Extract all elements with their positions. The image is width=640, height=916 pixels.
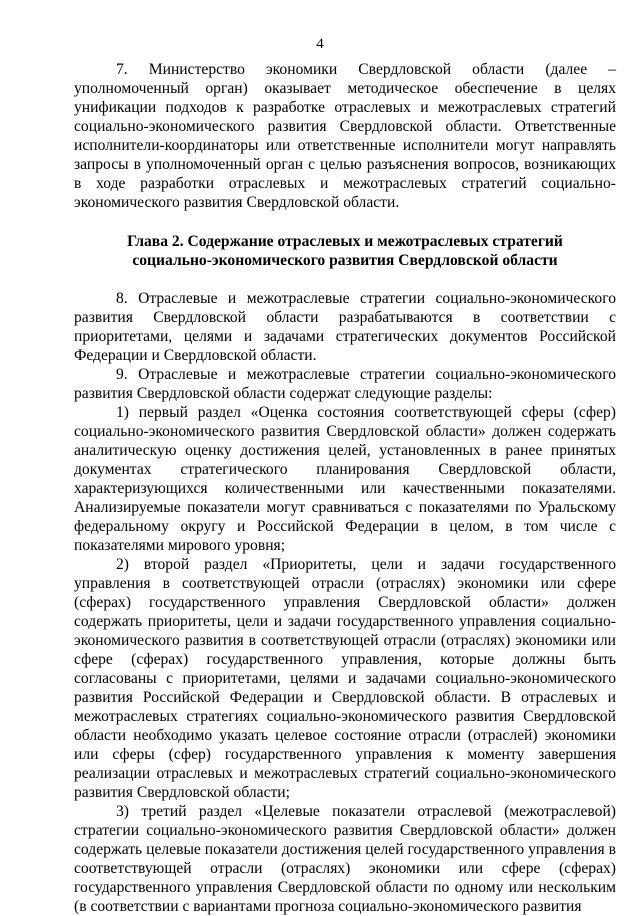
chapter-heading-line-2: социально-экономического развития Свердловской области — [132, 252, 558, 269]
chapter-heading — [74, 232, 616, 270]
paragraph-9: 9. Отраслевые и межотраслевые стратегии социально-экономического развития Свердловской области содержат следующие разделы: — [74, 366, 616, 402]
list-item-1: 1) первый раздел «Оценка состояния соответствующей сферы (сфер) социально-экономического развития Свердловской области» должен содержать аналитическую оценку достижения целей, установленных в ранее принятых документах стратегического планирования Свердловской области, характеризующихся количественными или качественными показателями. Анализируемые показатели могут сравниваться с показателями по Уральскому федеральному округу и Российской Федерации в целом, в том числе с показателями мирового уровня; — [74, 404, 616, 554]
list-item-2: 2) второй раздел «Приоритеты, цели и задачи государственного управления в соответствующей отрасли (отраслях) экономики или сфере (сферах) государственного управления Свердловской области» должен содержать приоритеты, цели и задачи государственного управления социально-экономического развития в соответствующей отрасли (отраслях) экономики или сфере (сферах) государственного управления, которые должны быть согласованы с приоритетами, целями и задачами социально-экономического развития Российской Федерации и Свердловской области. В отраслевых и межотраслевых стратегиях социально-экономического развития Свердловской области необходимо указать целевое состояние отрасли (отраслей) экономики или сферы (сфер) государственного управления к моменту завершения реализации отраслевых и межотраслевых стратегий социально-экономического развития Свердловской области; — [74, 556, 616, 801]
chapter-heading-line-1: Глава 2. Содержание отраслевых и межотраслевых стратегий — [127, 233, 563, 250]
paragraph-8: 8. Отраслевые и межотраслевые стратегии социально-экономического развития Свердловской области разрабатываются в соответствии с приоритетами, целями и задачами стратегических документов Российской Федерации и Свердловской области. — [74, 290, 616, 364]
list-item-3: 3) третий раздел «Целевые показатели отраслевой (межотраслевой) стратегии социально-экономического развития Свердловской области» должен содержать целевые показатели достижения целей государственного управления в соответствующей отрасли (отраслях) экономики или сфере (сферах) государственного управления Свердловской области по одному или нескольким (в соответствии с вариантами прогноза социально-экономического развития — [74, 803, 616, 915]
paragraph-7: 7. Министерство экономики Свердловской области (далее – уполномоченный орган) оказывает методическое обеспечение в целях унификации подходов к разработке отраслевых и межотраслевых стратегий социально-экономического развития Свердловской области. Ответственные исполнители-координаторы или ответственные исполнители могут направлять запросы в уполномоченный орган с целью разъяснения вопросов, возникающих в ходе разработки отраслевых и межотраслевых стратегий социально-экономического развития Свердловской области. — [74, 61, 616, 211]
document-body — [74, 60, 616, 916]
page-number: 4 — [316, 36, 324, 52]
